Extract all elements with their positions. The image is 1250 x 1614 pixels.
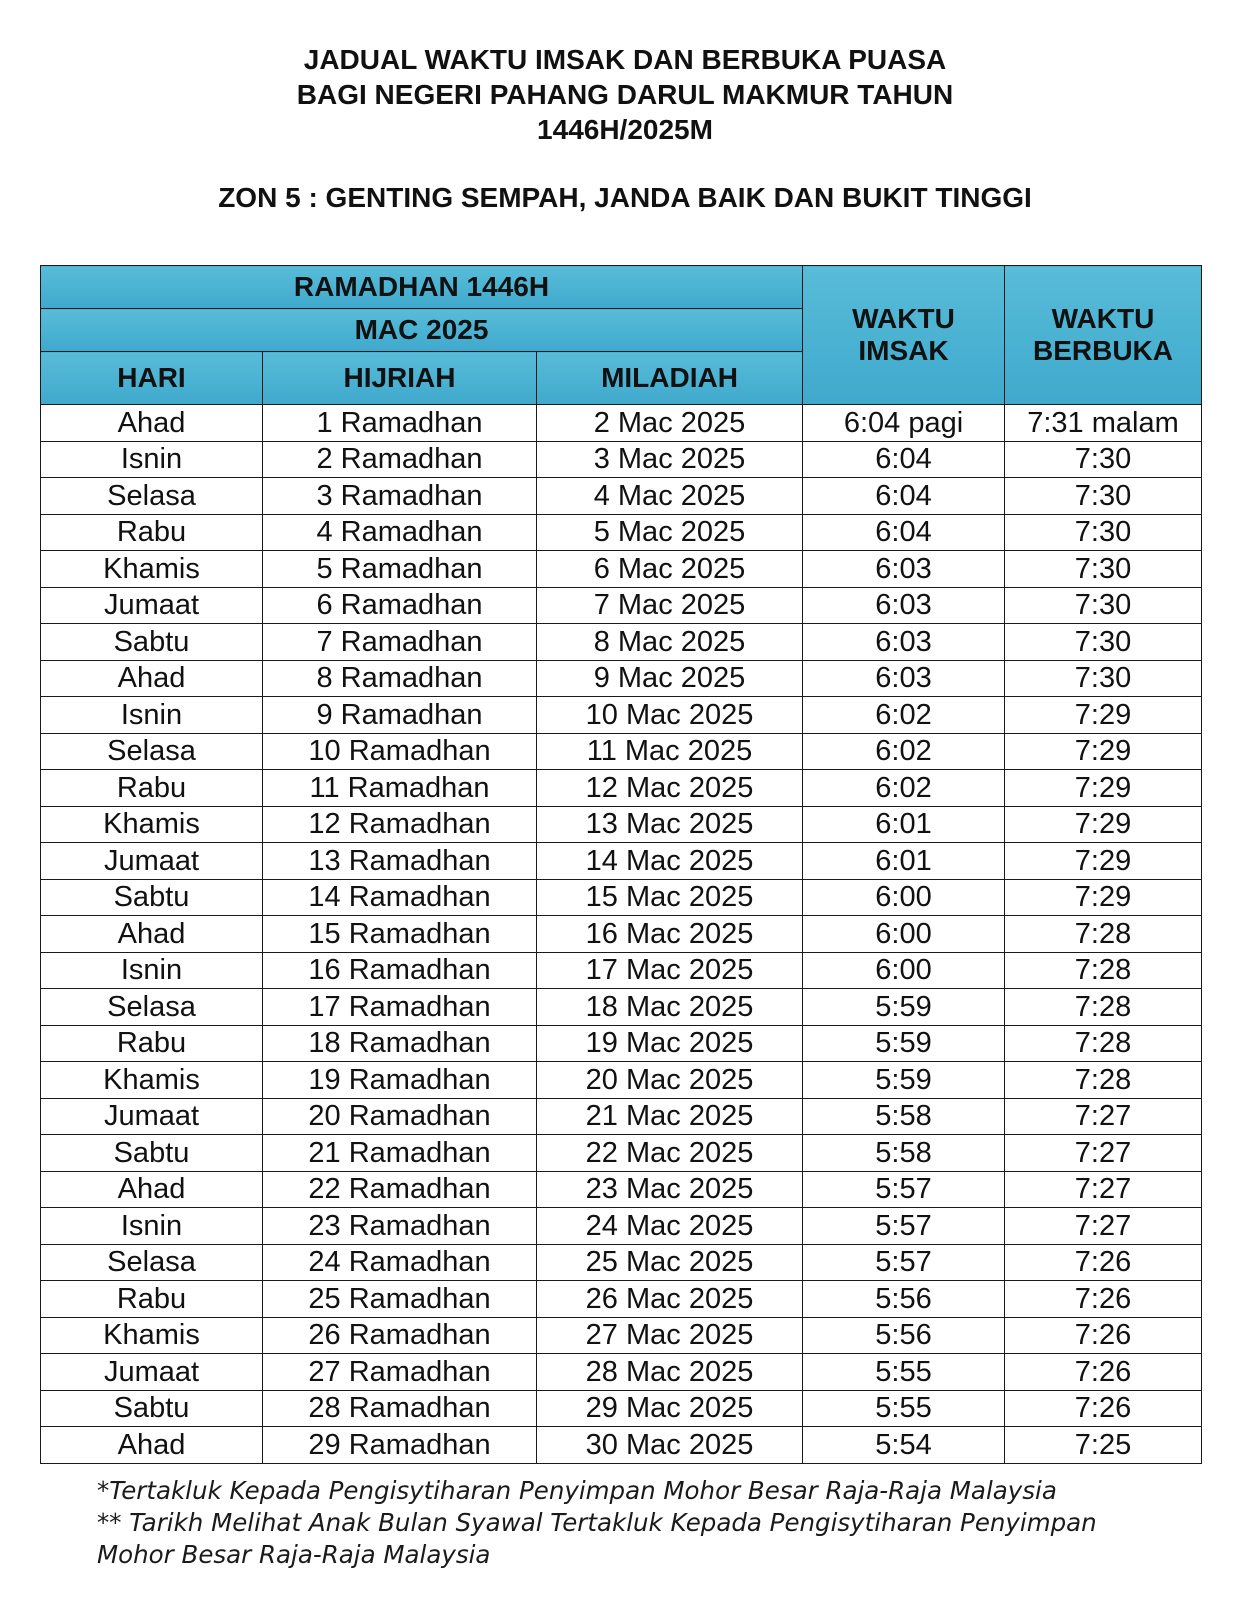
header-waktu-berbuka bbox=[1005, 266, 1202, 405]
cell-hijriah: 11 Ramadhan bbox=[263, 770, 537, 807]
cell-hari: Ahad bbox=[41, 1171, 263, 1208]
cell-hijriah: 28 Ramadhan bbox=[263, 1390, 537, 1427]
cell-imsak: 6:03 bbox=[803, 624, 1005, 661]
cell-hijriah: 20 Ramadhan bbox=[263, 1098, 537, 1135]
table-row bbox=[41, 1171, 1202, 1208]
cell-berbuka: 7:29 bbox=[1005, 806, 1202, 843]
cell-imsak: 6:00 bbox=[803, 916, 1005, 953]
table-row bbox=[41, 989, 1202, 1026]
table-row bbox=[41, 1025, 1202, 1062]
cell-hari: Ahad bbox=[41, 405, 263, 442]
cell-hari: Ahad bbox=[41, 916, 263, 953]
cell-miladiah: 14 Mac 2025 bbox=[537, 843, 803, 880]
cell-miladiah: 16 Mac 2025 bbox=[537, 916, 803, 953]
cell-hari: Jumaat bbox=[41, 1098, 263, 1135]
header-waktu-imsak-label: WAKTU IMSAK bbox=[852, 303, 955, 366]
cell-hijriah: 12 Ramadhan bbox=[263, 806, 537, 843]
cell-miladiah: 21 Mac 2025 bbox=[537, 1098, 803, 1135]
cell-miladiah: 29 Mac 2025 bbox=[537, 1390, 803, 1427]
cell-hari: Selasa bbox=[41, 989, 263, 1026]
cell-berbuka: 7:28 bbox=[1005, 1025, 1202, 1062]
cell-berbuka: 7:27 bbox=[1005, 1098, 1202, 1135]
cell-imsak: 6:04 bbox=[803, 441, 1005, 478]
title-line-3: 1446H/2025M bbox=[537, 114, 713, 145]
cell-hijriah: 5 Ramadhan bbox=[263, 551, 537, 588]
table-row bbox=[41, 952, 1202, 989]
cell-hari: Khamis bbox=[41, 551, 263, 588]
cell-hari: Isnin bbox=[41, 697, 263, 734]
cell-hijriah: 3 Ramadhan bbox=[263, 478, 537, 515]
table-row bbox=[41, 587, 1202, 624]
cell-miladiah: 22 Mac 2025 bbox=[537, 1135, 803, 1172]
cell-miladiah: 11 Mac 2025 bbox=[537, 733, 803, 770]
cell-hijriah: 13 Ramadhan bbox=[263, 843, 537, 880]
cell-miladiah: 9 Mac 2025 bbox=[537, 660, 803, 697]
cell-hijriah: 7 Ramadhan bbox=[263, 624, 537, 661]
cell-imsak: 6:02 bbox=[803, 770, 1005, 807]
table-row bbox=[41, 843, 1202, 880]
header-waktu-berbuka-label: WAKTU BERBUKA bbox=[1033, 303, 1173, 366]
cell-miladiah: 3 Mac 2025 bbox=[537, 441, 803, 478]
cell-hari: Sabtu bbox=[41, 624, 263, 661]
table-row bbox=[41, 1281, 1202, 1318]
cell-berbuka: 7:31 malam bbox=[1005, 405, 1202, 442]
cell-hijriah: 21 Ramadhan bbox=[263, 1135, 537, 1172]
cell-berbuka: 7:28 bbox=[1005, 952, 1202, 989]
cell-miladiah: 24 Mac 2025 bbox=[537, 1208, 803, 1245]
cell-miladiah: 27 Mac 2025 bbox=[537, 1317, 803, 1354]
cell-berbuka: 7:30 bbox=[1005, 441, 1202, 478]
cell-hijriah: 22 Ramadhan bbox=[263, 1171, 537, 1208]
cell-berbuka: 7:25 bbox=[1005, 1427, 1202, 1464]
cell-berbuka: 7:30 bbox=[1005, 624, 1202, 661]
cell-imsak: 5:59 bbox=[803, 1062, 1005, 1099]
cell-hari: Jumaat bbox=[41, 1354, 263, 1391]
cell-hari: Jumaat bbox=[41, 843, 263, 880]
cell-berbuka: 7:28 bbox=[1005, 916, 1202, 953]
cell-berbuka: 7:26 bbox=[1005, 1281, 1202, 1318]
table-row bbox=[41, 1135, 1202, 1172]
cell-hari: Ahad bbox=[41, 1427, 263, 1464]
cell-berbuka: 7:30 bbox=[1005, 514, 1202, 551]
cell-miladiah: 19 Mac 2025 bbox=[537, 1025, 803, 1062]
cell-berbuka: 7:29 bbox=[1005, 879, 1202, 916]
cell-hijriah: 8 Ramadhan bbox=[263, 660, 537, 697]
cell-imsak: 6:04 bbox=[803, 514, 1005, 551]
cell-berbuka: 7:30 bbox=[1005, 551, 1202, 588]
table-row bbox=[41, 770, 1202, 807]
footnotes bbox=[97, 1475, 1197, 1571]
cell-miladiah: 28 Mac 2025 bbox=[537, 1354, 803, 1391]
cell-imsak: 5:58 bbox=[803, 1135, 1005, 1172]
table-row bbox=[41, 551, 1202, 588]
cell-hijriah: 23 Ramadhan bbox=[263, 1208, 537, 1245]
table-row bbox=[41, 1390, 1202, 1427]
cell-hari: Jumaat bbox=[41, 587, 263, 624]
cell-imsak: 6:03 bbox=[803, 660, 1005, 697]
table-row bbox=[41, 806, 1202, 843]
cell-hijriah: 19 Ramadhan bbox=[263, 1062, 537, 1099]
cell-miladiah: 6 Mac 2025 bbox=[537, 551, 803, 588]
cell-imsak: 5:59 bbox=[803, 989, 1005, 1026]
cell-miladiah: 23 Mac 2025 bbox=[537, 1171, 803, 1208]
cell-berbuka: 7:27 bbox=[1005, 1208, 1202, 1245]
cell-berbuka: 7:26 bbox=[1005, 1244, 1202, 1281]
table-row bbox=[41, 916, 1202, 953]
table-row bbox=[41, 697, 1202, 734]
table-row bbox=[41, 1062, 1202, 1099]
table-row bbox=[41, 1098, 1202, 1135]
header-miladiah: MILADIAH bbox=[537, 352, 803, 405]
table-row bbox=[41, 660, 1202, 697]
zone-heading: ZON 5 : GENTING SEMPAH, JANDA BAIK DAN BUKIT TINGGI bbox=[218, 182, 1032, 213]
cell-miladiah: 12 Mac 2025 bbox=[537, 770, 803, 807]
table-row bbox=[41, 879, 1202, 916]
footnote-2-continued: Mohor Besar Raja-Raja Malaysia bbox=[97, 1540, 491, 1569]
cell-imsak: 6:03 bbox=[803, 551, 1005, 588]
cell-hijriah: 6 Ramadhan bbox=[263, 587, 537, 624]
cell-miladiah: 17 Mac 2025 bbox=[537, 952, 803, 989]
cell-imsak: 5:56 bbox=[803, 1317, 1005, 1354]
table-row bbox=[41, 624, 1202, 661]
cell-imsak: 6:02 bbox=[803, 733, 1005, 770]
cell-berbuka: 7:30 bbox=[1005, 587, 1202, 624]
header-mac: MAC 2025 bbox=[41, 309, 803, 352]
cell-miladiah: 5 Mac 2025 bbox=[537, 514, 803, 551]
footnote-2: ** Tarikh Melihat Anak Bulan Syawal Tertakluk Kepada Pengisytiharan Penyimpan bbox=[97, 1508, 1097, 1537]
cell-imsak: 6:01 bbox=[803, 806, 1005, 843]
cell-miladiah: 2 Mac 2025 bbox=[537, 405, 803, 442]
cell-hijriah: 2 Ramadhan bbox=[263, 441, 537, 478]
cell-hari: Selasa bbox=[41, 1244, 263, 1281]
footnote-1: *Tertakluk Kepada Pengisytiharan Penyimpan Mohor Besar Raja-Raja Malaysia bbox=[97, 1476, 1057, 1505]
header-hari: HARI bbox=[41, 352, 263, 405]
cell-hari: Ahad bbox=[41, 660, 263, 697]
cell-hari: Sabtu bbox=[41, 1390, 263, 1427]
cell-hijriah: 10 Ramadhan bbox=[263, 733, 537, 770]
title-line-2: BAGI NEGERI PAHANG DARUL MAKMUR TAHUN bbox=[296, 79, 954, 110]
cell-hijriah: 1 Ramadhan bbox=[263, 405, 537, 442]
table-row bbox=[41, 733, 1202, 770]
cell-hijriah: 27 Ramadhan bbox=[263, 1354, 537, 1391]
table-row bbox=[41, 1208, 1202, 1245]
cell-imsak: 6:04 pagi bbox=[803, 405, 1005, 442]
cell-hari: Sabtu bbox=[41, 879, 263, 916]
table-row bbox=[41, 1244, 1202, 1281]
cell-hijriah: 26 Ramadhan bbox=[263, 1317, 537, 1354]
cell-berbuka: 7:29 bbox=[1005, 843, 1202, 880]
cell-berbuka: 7:26 bbox=[1005, 1354, 1202, 1391]
cell-hari: Rabu bbox=[41, 514, 263, 551]
cell-hijriah: 18 Ramadhan bbox=[263, 1025, 537, 1062]
header-hijriah: HIJRIAH bbox=[263, 352, 537, 405]
cell-berbuka: 7:27 bbox=[1005, 1135, 1202, 1172]
cell-berbuka: 7:26 bbox=[1005, 1317, 1202, 1354]
cell-hari: Rabu bbox=[41, 770, 263, 807]
cell-hijriah: 4 Ramadhan bbox=[263, 514, 537, 551]
cell-hari: Selasa bbox=[41, 478, 263, 515]
cell-berbuka: 7:30 bbox=[1005, 478, 1202, 515]
cell-imsak: 6:00 bbox=[803, 952, 1005, 989]
cell-hijriah: 14 Ramadhan bbox=[263, 879, 537, 916]
header-ramadhan: RAMADHAN 1446H bbox=[41, 266, 803, 309]
cell-miladiah: 7 Mac 2025 bbox=[537, 587, 803, 624]
cell-miladiah: 18 Mac 2025 bbox=[537, 989, 803, 1026]
cell-imsak: 6:00 bbox=[803, 879, 1005, 916]
cell-hari: Isnin bbox=[41, 952, 263, 989]
cell-imsak: 5:55 bbox=[803, 1354, 1005, 1391]
cell-hijriah: 25 Ramadhan bbox=[263, 1281, 537, 1318]
table-row bbox=[41, 1317, 1202, 1354]
table-row bbox=[41, 478, 1202, 515]
cell-imsak: 5:58 bbox=[803, 1098, 1005, 1135]
cell-hari: Rabu bbox=[41, 1281, 263, 1318]
cell-imsak: 6:01 bbox=[803, 843, 1005, 880]
cell-imsak: 5:59 bbox=[803, 1025, 1005, 1062]
cell-hari: Sabtu bbox=[41, 1135, 263, 1172]
table-row bbox=[41, 1354, 1202, 1391]
cell-miladiah: 30 Mac 2025 bbox=[537, 1427, 803, 1464]
table-header bbox=[41, 266, 1202, 405]
cell-berbuka: 7:29 bbox=[1005, 770, 1202, 807]
cell-berbuka: 7:29 bbox=[1005, 697, 1202, 734]
table-row bbox=[41, 405, 1202, 442]
cell-miladiah: 20 Mac 2025 bbox=[537, 1062, 803, 1099]
cell-hari: Isnin bbox=[41, 441, 263, 478]
cell-miladiah: 26 Mac 2025 bbox=[537, 1281, 803, 1318]
header-waktu-imsak bbox=[803, 266, 1005, 405]
table-row bbox=[41, 1427, 1202, 1464]
cell-berbuka: 7:29 bbox=[1005, 733, 1202, 770]
cell-hijriah: 29 Ramadhan bbox=[263, 1427, 537, 1464]
cell-hari: Selasa bbox=[41, 733, 263, 770]
cell-miladiah: 4 Mac 2025 bbox=[537, 478, 803, 515]
table-row bbox=[41, 441, 1202, 478]
cell-berbuka: 7:28 bbox=[1005, 1062, 1202, 1099]
schedule-table bbox=[40, 265, 1202, 1464]
cell-miladiah: 10 Mac 2025 bbox=[537, 697, 803, 734]
cell-imsak: 6:03 bbox=[803, 587, 1005, 624]
cell-imsak: 6:04 bbox=[803, 478, 1005, 515]
cell-hari: Khamis bbox=[41, 1317, 263, 1354]
cell-hari: Khamis bbox=[41, 806, 263, 843]
cell-imsak: 5:57 bbox=[803, 1208, 1005, 1245]
cell-imsak: 6:02 bbox=[803, 697, 1005, 734]
cell-hari: Khamis bbox=[41, 1062, 263, 1099]
cell-imsak: 5:57 bbox=[803, 1171, 1005, 1208]
table-body bbox=[41, 405, 1202, 1464]
cell-hijriah: 15 Ramadhan bbox=[263, 916, 537, 953]
document-title bbox=[0, 42, 1250, 147]
cell-miladiah: 13 Mac 2025 bbox=[537, 806, 803, 843]
cell-berbuka: 7:28 bbox=[1005, 989, 1202, 1026]
cell-hijriah: 24 Ramadhan bbox=[263, 1244, 537, 1281]
table-row bbox=[41, 514, 1202, 551]
cell-hijriah: 9 Ramadhan bbox=[263, 697, 537, 734]
cell-hijriah: 17 Ramadhan bbox=[263, 989, 537, 1026]
cell-miladiah: 15 Mac 2025 bbox=[537, 879, 803, 916]
title-line-1: JADUAL WAKTU IMSAK DAN BERBUKA PUASA bbox=[303, 44, 947, 75]
cell-hijriah: 16 Ramadhan bbox=[263, 952, 537, 989]
cell-imsak: 5:54 bbox=[803, 1427, 1005, 1464]
cell-hari: Isnin bbox=[41, 1208, 263, 1245]
cell-berbuka: 7:26 bbox=[1005, 1390, 1202, 1427]
cell-miladiah: 8 Mac 2025 bbox=[537, 624, 803, 661]
cell-miladiah: 25 Mac 2025 bbox=[537, 1244, 803, 1281]
cell-berbuka: 7:30 bbox=[1005, 660, 1202, 697]
cell-imsak: 5:55 bbox=[803, 1390, 1005, 1427]
cell-hari: Rabu bbox=[41, 1025, 263, 1062]
cell-berbuka: 7:27 bbox=[1005, 1171, 1202, 1208]
cell-imsak: 5:57 bbox=[803, 1244, 1005, 1281]
cell-imsak: 5:56 bbox=[803, 1281, 1005, 1318]
